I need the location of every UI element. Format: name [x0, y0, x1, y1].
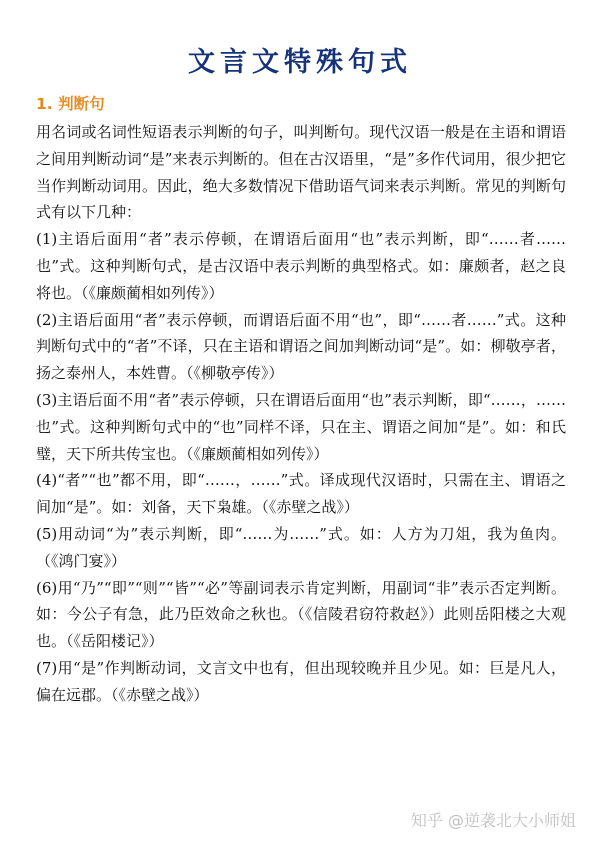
section-heading: 1. 判断句 [36, 95, 105, 113]
rule-7-paragraph: (7)用“是”作判断动词，文言文中也有，但出现较晚并且少见。如：巨是凡人，偏在远郡。（《赤壁之战》） [36, 658, 566, 704]
page-title: 文言文特殊句式 [188, 47, 412, 78]
rule-4-paragraph: (4)“者”“也”都不用，即“……，……”式。译成现代汉语时，只需在主、谓语之间加“是”。如：刘备，天下枭雄。（《赤壁之战》） [36, 471, 566, 517]
rule-5-paragraph: (5)用动词“为”表示判断，即“……为……”式。如：人方为刀俎，我为鱼肉。（《鸿门宴》） [36, 524, 566, 570]
intro-paragraph: 用名词或名词性短语表示判断的句子，叫判断句。现代汉语一般是在主语和谓语之间用判断动词“是”来表示判断的。但在古汉语里，“是”多作代词用，很少把它当作判断动词用。因此，绝大多数情况下借助语气词来表示判断。常见的判断句式有以下几种： [36, 123, 566, 222]
rule-2-paragraph: (2)主语后面用“者”表示停顿，而谓语后面不用“也”，即“……者……”式。这种判断句式中的“者”不译，只在主语和谓语之间加判断动词“是”。如：柳敬亭者，扬之泰州人，本姓曹。（《柳敬亭传》） [36, 310, 566, 383]
zhihu-watermark: 知乎 @逆袭北大小师姐 [410, 811, 576, 830]
rule-3-paragraph: (3)主语后面不用“者”表示停顿，只在谓语后面用“也”表示判断，即“……，……也”式。这种判断句式中的“也”同样不译，只在主、谓语之间加“是”。如：和氏璧，天下所共传宝也。（《廉颇蔺相如列传》） [36, 390, 566, 463]
rule-6-paragraph: (6)用“乃”“即”“则”“皆”“必”等副词表示肯定判断，用副词“非”表示否定判断。如：今公子有急，此乃臣效命之秋也。（《信陵君窃符救赵》）此则岳阳楼之大观也。（《岳阳楼记》） [36, 578, 566, 651]
document-body [36, 119, 566, 709]
rule-1-paragraph: (1)主语后面用“者”表示停顿，在谓语后面用“也”表示判断，即“……者……也”式。这种判断句式，是古汉语中表示判断的典型格式。如：廉颇者，赵之良将也。（《廉颇蔺相如列传》） [36, 230, 566, 302]
